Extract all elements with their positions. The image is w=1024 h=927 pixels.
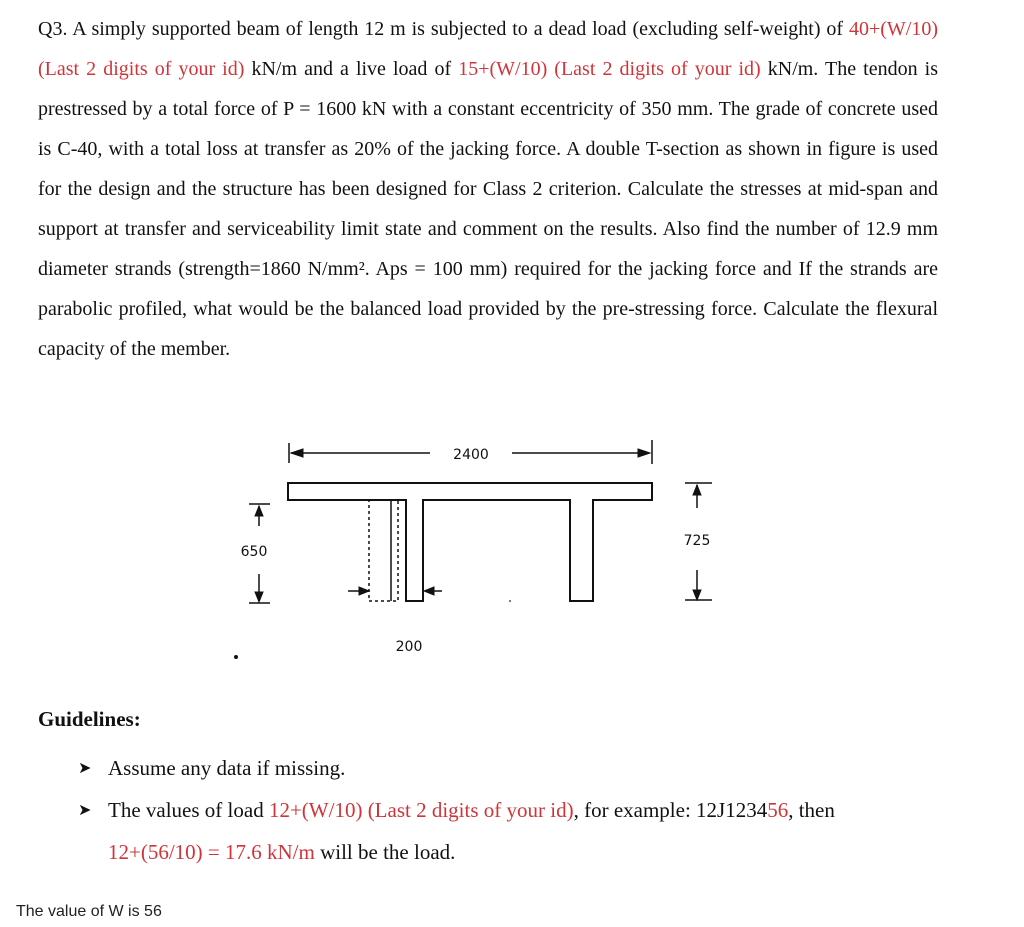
guideline-highlight: 56 xyxy=(767,798,789,822)
section-outline xyxy=(288,483,652,601)
web-width-dimension xyxy=(348,587,442,595)
guideline-item xyxy=(72,747,952,789)
guideline-text: Assume any data if missing. xyxy=(108,756,346,780)
width-label: 2400 xyxy=(453,447,489,463)
question-highlight: 15+(W/10) (Last 2 digits of your id) xyxy=(458,58,761,80)
guideline-text: The values of load xyxy=(108,798,269,822)
question-text xyxy=(38,9,938,369)
arrow-bullet-icon: ➤ xyxy=(78,800,92,819)
guidelines-title: Guidelines: xyxy=(38,707,141,731)
guideline-text: , for example: 12J1234 xyxy=(573,798,768,822)
guideline-text: , then xyxy=(788,798,835,822)
right-height-label: 725 xyxy=(683,533,711,549)
left-height-label: 650 xyxy=(240,544,268,560)
guideline-text: will be the load. xyxy=(314,840,456,864)
double-t-diagram xyxy=(0,420,1024,680)
w-value-note: The value of W is 56 xyxy=(16,903,162,920)
web-width-label: 200 xyxy=(395,639,423,655)
speck xyxy=(509,600,511,602)
guidelines-list xyxy=(72,747,952,873)
question-segment: Q3. A simply supported beam of length 12 m is subjected to a dead load (excluding self-weight) of xyxy=(38,18,849,40)
guideline-highlight: 12+(W/10) (Last 2 digits of your id) xyxy=(268,798,574,822)
guideline-highlight: 12+(56/10) = 17.6 kN/m xyxy=(108,840,315,864)
speck xyxy=(234,655,238,659)
question-segment: kN/m and a live load of xyxy=(244,58,459,80)
hidden-web-line xyxy=(369,500,398,601)
question-highlight: 40+(W/10) (Last 2 digits of your id) xyxy=(38,18,938,80)
double-t-section-figure xyxy=(0,420,1024,680)
question-segment: kN/m. The tendon is prestressed by a total force of P = 1600 kN with a constant eccentricity of 350 mm. The grade of concrete used is C-40, with a total loss at transfer as 20% of the jacking force. A double T-section as shown in figure is used for the design and the structure has been designed for Class 2 criterion. Calculate the stresses at mid-span and support at transfer and serviceability limit state and comment on the results. Also find the number of 12.9 mm diameter strands (strength=1860 N/mm². Aps = 100 mm) required for the jacking force and If the strands are parabolic profiled, what would be the balanced load provided by the pre-stressing force. Calculate the flexural capacity of the member. xyxy=(38,58,938,360)
guideline-item xyxy=(72,789,952,873)
arrow-bullet-icon: ➤ xyxy=(78,758,92,777)
